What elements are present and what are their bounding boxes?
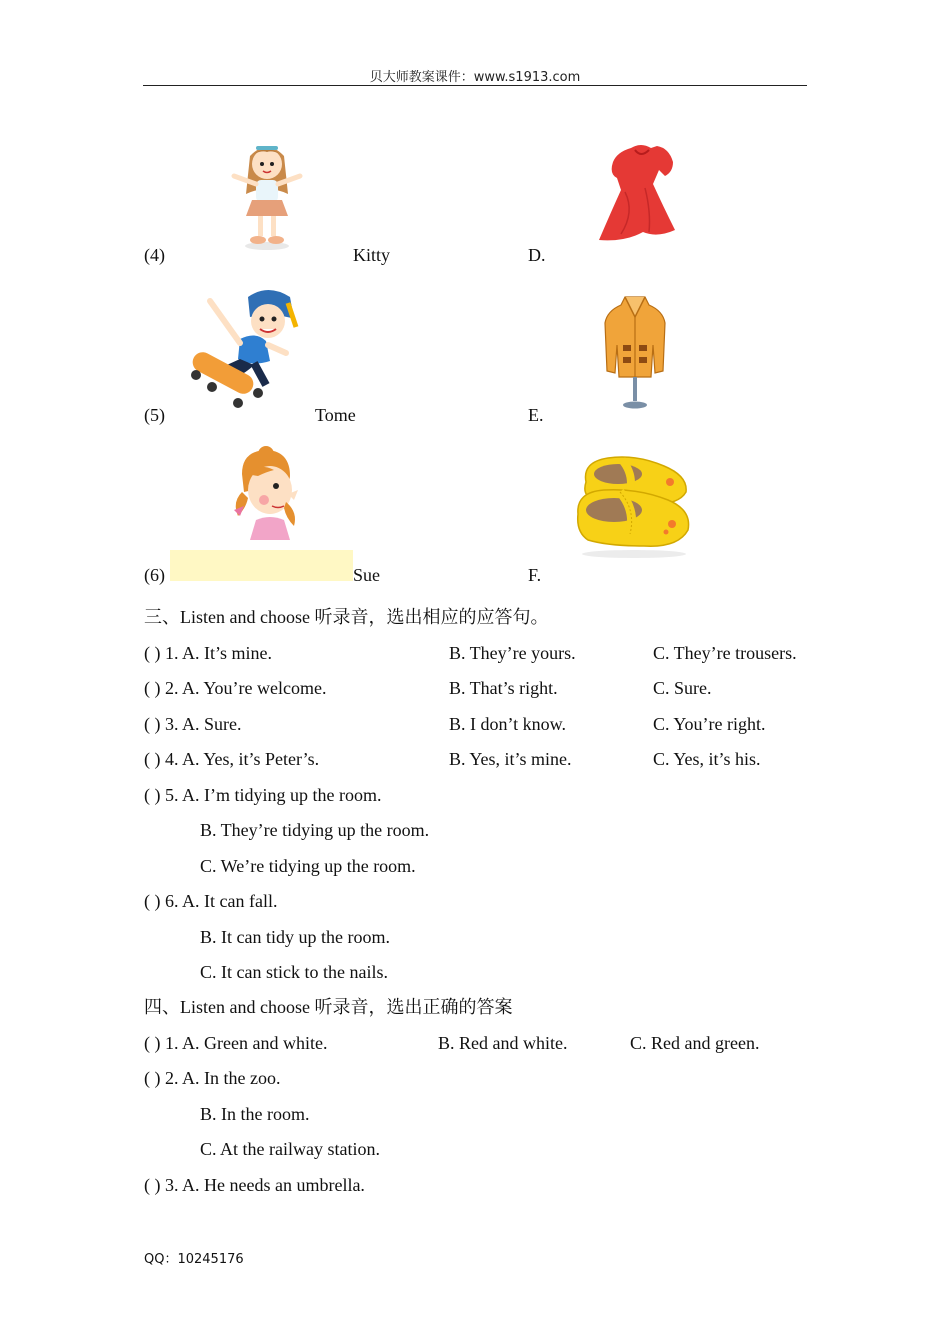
question-prefix: ( ) 3. A. Sure. <box>144 714 242 734</box>
boy-skateboard-icon <box>188 283 300 411</box>
option-c: C. At the railway station. <box>200 1139 380 1159</box>
option-b: B. It can tidy up the room. <box>200 927 390 947</box>
option-b: B. In the room. <box>200 1104 310 1124</box>
item-number: (6) <box>144 565 165 585</box>
section-3-title: 三、Listen and choose 听录音，选出相应的应答句。 <box>144 607 549 627</box>
option-letter: E. <box>528 405 544 425</box>
item-number: (5) <box>144 405 165 425</box>
question-prefix: ( ) 3. A. He needs an umbrella. <box>144 1175 365 1195</box>
option-letter: F. <box>528 565 542 585</box>
item-number: (4) <box>144 245 165 265</box>
option-b: B. They’re yours. <box>449 643 576 663</box>
option-letter: D. <box>528 245 546 265</box>
question-prefix: ( ) 2. A. In the zoo. <box>144 1068 281 1088</box>
option-b: B. I don’t know. <box>449 714 566 734</box>
girl-pigtails-icon <box>228 446 302 540</box>
question-prefix: ( ) 2. A. You’re welcome. <box>144 678 327 698</box>
person-name: Tome <box>315 405 356 425</box>
option-c: C. We’re tidying up the room. <box>200 856 416 876</box>
girl-waving-icon <box>222 136 312 251</box>
option-c: C. Yes, it’s his. <box>653 749 761 769</box>
red-dress-icon <box>595 142 680 244</box>
page-footer: QQ：10245176 <box>144 1252 244 1267</box>
yellow-shoes-icon <box>574 452 692 560</box>
question-prefix: ( ) 1. A. It’s mine. <box>144 643 272 663</box>
option-b: B. Red and white. <box>438 1033 568 1053</box>
question-prefix: ( ) 4. A. Yes, it’s Peter’s. <box>144 749 320 769</box>
question-prefix: ( ) 5. A. I’m tidying up the room. <box>144 785 382 805</box>
question-prefix: ( ) 6. A. It can fall. <box>144 891 278 911</box>
option-b: B. That’s right. <box>449 678 558 698</box>
person-name: Sue <box>353 565 380 585</box>
text-highlight <box>170 550 353 581</box>
section-4-title: 四、Listen and choose 听录音，选出正确的答案 <box>144 997 513 1017</box>
option-c: C. It can stick to the nails. <box>200 962 388 982</box>
page-header: 贝大师教案课件：www.s1913.com <box>369 70 581 85</box>
orange-coat-icon <box>603 293 667 411</box>
header-divider <box>143 85 807 86</box>
question-prefix: ( ) 1. A. Green and white. <box>144 1033 328 1053</box>
option-c: C. Sure. <box>653 678 712 698</box>
option-c: C. They’re trousers. <box>653 643 797 663</box>
option-c: C. You’re right. <box>653 714 766 734</box>
option-c: C. Red and green. <box>630 1033 760 1053</box>
person-name: Kitty <box>353 245 391 265</box>
option-b: B. They’re tidying up the room. <box>200 820 430 840</box>
option-b: B. Yes, it’s mine. <box>449 749 572 769</box>
